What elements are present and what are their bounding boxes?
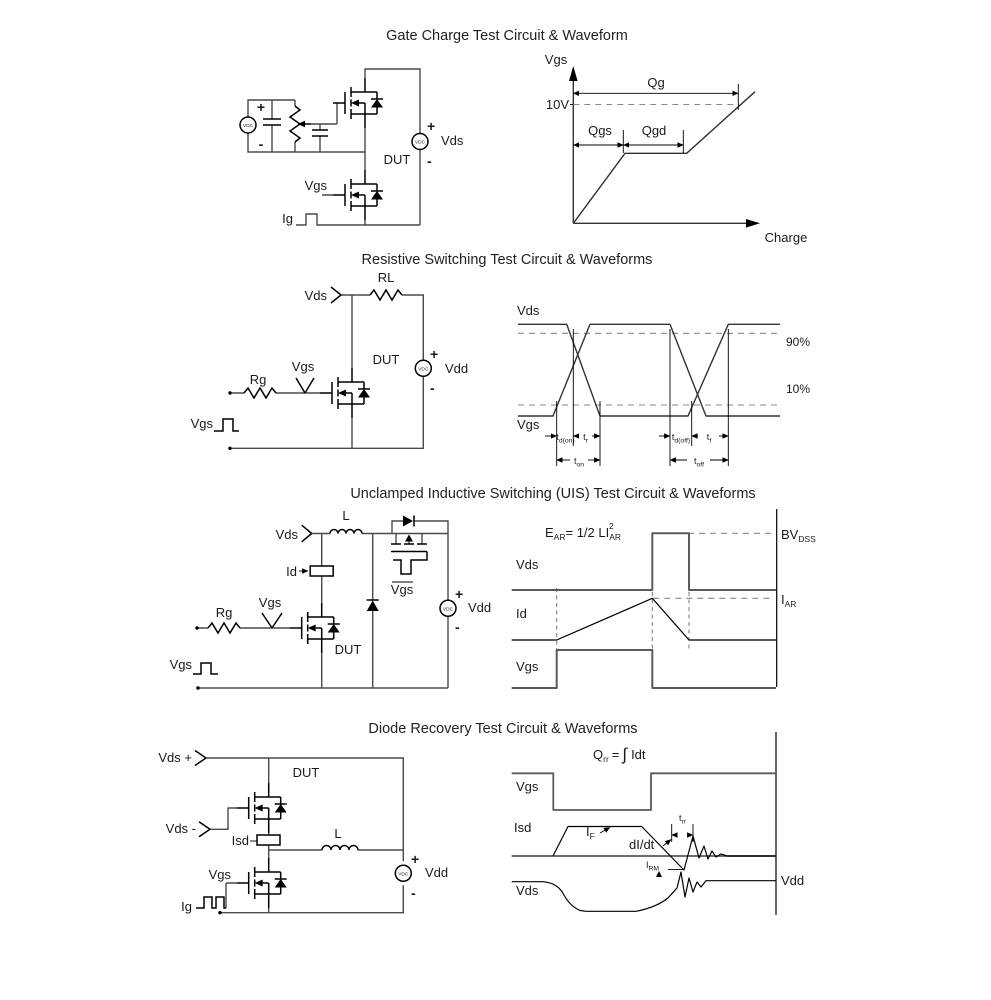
if-arrow bbox=[600, 828, 610, 834]
vgs-charge-curve bbox=[573, 92, 755, 224]
rg-label: Rg bbox=[249, 372, 267, 387]
wires bbox=[197, 521, 448, 688]
vgs-label: Vgs bbox=[208, 867, 231, 882]
trr-ticks bbox=[672, 824, 693, 842]
wiper-arrow bbox=[298, 121, 306, 127]
id-label: Id bbox=[286, 564, 297, 579]
vgs-label: Vgs bbox=[517, 417, 540, 432]
supply-plus: + bbox=[411, 851, 420, 867]
section-title: Resistive Switching Test Circuit & Waveforms bbox=[361, 252, 653, 268]
vds-label: Vds bbox=[275, 527, 298, 542]
diode-recovery-circuit bbox=[158, 750, 448, 914]
vds-label: Vds bbox=[516, 557, 539, 572]
vgs-pulse-icon bbox=[214, 419, 239, 431]
didt-label: dI/dt bbox=[629, 837, 655, 852]
p90-label: 90% bbox=[786, 335, 811, 349]
x-axis-label: Charge bbox=[764, 230, 808, 245]
freewheel-diode-triangle bbox=[367, 601, 379, 612]
upper-mosfet-symbol bbox=[333, 78, 383, 128]
supply-minus: - bbox=[427, 153, 432, 169]
section-gate-charge bbox=[240, 28, 807, 245]
isd-label: Isd bbox=[514, 820, 532, 835]
axes bbox=[573, 76, 748, 223]
y-axis-arrow bbox=[569, 66, 578, 81]
source-minus: - bbox=[258, 136, 264, 152]
bvdss-label: $BV_{DSS}$ bbox=[781, 527, 816, 544]
y-axis-label: Vgs bbox=[544, 52, 568, 67]
gate-supply-label: VDC bbox=[242, 124, 254, 129]
supply-minus: - bbox=[430, 380, 435, 396]
vgs-label: Vgs bbox=[516, 659, 539, 674]
vds-label: Vds bbox=[304, 288, 327, 303]
trr-label: $t_{rr}$ bbox=[678, 813, 687, 826]
vgs-pulse-label: Vgs bbox=[169, 657, 192, 672]
tr-label: $t_r$ bbox=[583, 432, 588, 445]
ig-label: Ig bbox=[181, 899, 192, 914]
clamp-body-arrow bbox=[405, 535, 413, 542]
vgs-probe-label: Vgs bbox=[258, 595, 282, 610]
series-diode-triangle bbox=[403, 516, 413, 527]
vgs-probe-icon bbox=[296, 378, 314, 393]
ton-label: $t_{on}$ bbox=[573, 456, 585, 469]
clamp-fet bbox=[391, 544, 427, 574]
vgs-trace bbox=[518, 324, 780, 416]
tf-label: $t_f$ bbox=[706, 432, 712, 445]
l-label: L bbox=[334, 826, 342, 841]
vgs-bar-label: Vgs bbox=[390, 582, 414, 597]
rl-label: RL bbox=[377, 270, 395, 285]
vdd-supply-label: VDC bbox=[418, 367, 429, 373]
wires bbox=[248, 69, 420, 225]
supply-minus: - bbox=[455, 619, 460, 635]
section-title: Gate Charge Test Circuit & Waveform bbox=[386, 28, 628, 44]
rg-resistor bbox=[244, 388, 276, 398]
vgs-pulse-icon bbox=[193, 663, 218, 674]
section-resistive-switching bbox=[191, 252, 811, 469]
isd-label: Isd bbox=[231, 833, 249, 848]
gate-charge-circuit bbox=[240, 69, 464, 226]
vdd-supply-label: VDC bbox=[442, 607, 454, 613]
vds-trace bbox=[512, 533, 776, 590]
vds-plus-probe-icon bbox=[195, 751, 206, 766]
qgs-label: Qgs bbox=[588, 123, 612, 138]
vdd-label: Vdd bbox=[445, 361, 469, 376]
return-node bbox=[196, 686, 199, 689]
vds-minus-label: Vds - bbox=[165, 821, 196, 836]
supply-minus: - bbox=[411, 885, 416, 901]
qrr-formula: $Q_{rr}$ = ∫ Idt bbox=[593, 745, 646, 764]
vds-label: Vds bbox=[516, 883, 539, 898]
id-sense-box bbox=[310, 566, 333, 576]
gate-charge-waveform bbox=[545, 52, 808, 245]
vdd-label: Vdd bbox=[468, 600, 492, 615]
rg-label: Rg bbox=[215, 605, 233, 620]
vgs-probe-icon bbox=[262, 613, 282, 628]
l-label: L bbox=[342, 508, 350, 523]
qg-label: Qg bbox=[647, 75, 665, 90]
irm-label: $I_{RM}$ bbox=[646, 860, 660, 873]
vds-plus-label: Vds + bbox=[158, 750, 192, 765]
transition-dashed bbox=[557, 588, 689, 652]
ear-formula: $E_{AR}= 1/2$ $LI_{AR}2$ bbox=[545, 521, 622, 542]
x-axis-arrow bbox=[746, 219, 760, 228]
supply-plus: + bbox=[455, 586, 464, 602]
vgs-label: Vgs bbox=[516, 779, 539, 794]
resistive-circuit bbox=[191, 270, 469, 450]
supply-plus: + bbox=[430, 346, 439, 362]
vdd-supply-label: VDC bbox=[398, 872, 409, 878]
id-label: Id bbox=[516, 606, 527, 621]
didt-arrow bbox=[663, 840, 671, 847]
vgs-trace bbox=[512, 773, 776, 810]
vgs-probe-label: Vgs bbox=[291, 359, 315, 374]
vds-minus-probe-icon bbox=[199, 822, 210, 837]
dut-mosfet-symbol bbox=[237, 783, 287, 833]
dut-mosfet-symbol bbox=[333, 170, 383, 220]
vdd-label: Vdd bbox=[425, 865, 449, 880]
vds-trace bbox=[518, 324, 780, 416]
vds-supply-label: VDC bbox=[414, 140, 426, 146]
dut-mosfet-symbol bbox=[290, 603, 340, 653]
if-label: $I_F$ bbox=[586, 824, 595, 841]
tick-10v-label: 10V bbox=[545, 97, 569, 112]
vds-probe-icon bbox=[302, 525, 312, 542]
gate-input-node bbox=[195, 626, 198, 629]
ig-label: Ig bbox=[282, 211, 293, 226]
vgs-trace bbox=[512, 650, 776, 688]
vgs-label: Vgs bbox=[304, 178, 327, 193]
isd-sense-box bbox=[257, 835, 280, 845]
marker-ticks bbox=[557, 329, 729, 466]
dut-label: DUT bbox=[334, 642, 362, 657]
td-off-label: $t_{d(off)}$ bbox=[671, 432, 691, 445]
return-node bbox=[218, 911, 221, 914]
iar-label: $I_{AR}$ bbox=[781, 592, 797, 609]
section-uis bbox=[170, 486, 817, 690]
vds-trace bbox=[512, 872, 776, 911]
section-diode-recovery bbox=[158, 721, 804, 915]
vds-probe-icon bbox=[331, 287, 341, 303]
vds-label: Vds bbox=[441, 133, 464, 148]
uis-circuit bbox=[170, 508, 492, 690]
vgs-pulse-label: Vgs bbox=[190, 416, 213, 431]
vds-label: Vds bbox=[517, 303, 540, 318]
vdd-label: Vdd bbox=[781, 873, 805, 888]
toff-label: $t_{off}$ bbox=[694, 456, 704, 469]
qgd-label: Qgd bbox=[641, 123, 667, 138]
return-node bbox=[228, 447, 231, 450]
dut-label: DUT bbox=[372, 352, 400, 367]
rg-resistor bbox=[208, 623, 240, 633]
dut-label: DUT bbox=[383, 152, 411, 167]
section-title: Diode Recovery Test Circuit & Waveforms bbox=[368, 721, 638, 737]
diode-recovery-waveform bbox=[512, 732, 804, 915]
td-on-label: $t_{d(on)}$ bbox=[556, 432, 575, 445]
rl-resistor bbox=[370, 290, 402, 300]
ig-pulse-icon bbox=[196, 897, 226, 908]
dut-label: DUT bbox=[292, 765, 320, 780]
inductor bbox=[322, 846, 358, 851]
id-ramp bbox=[557, 598, 689, 640]
dut-mosfet-symbol bbox=[320, 368, 370, 418]
supply-plus: + bbox=[427, 118, 436, 134]
gate-input-node bbox=[228, 391, 231, 394]
source-plus: + bbox=[256, 99, 266, 115]
inductor bbox=[330, 530, 362, 534]
uis-waveform bbox=[512, 509, 816, 688]
p10-label: 10% bbox=[786, 382, 811, 396]
driver-mosfet-symbol bbox=[237, 858, 287, 908]
resistive-waveform bbox=[517, 303, 810, 469]
section-title: Unclamped Inductive Switching (UIS) Test Circuit & Waveforms bbox=[350, 486, 756, 502]
